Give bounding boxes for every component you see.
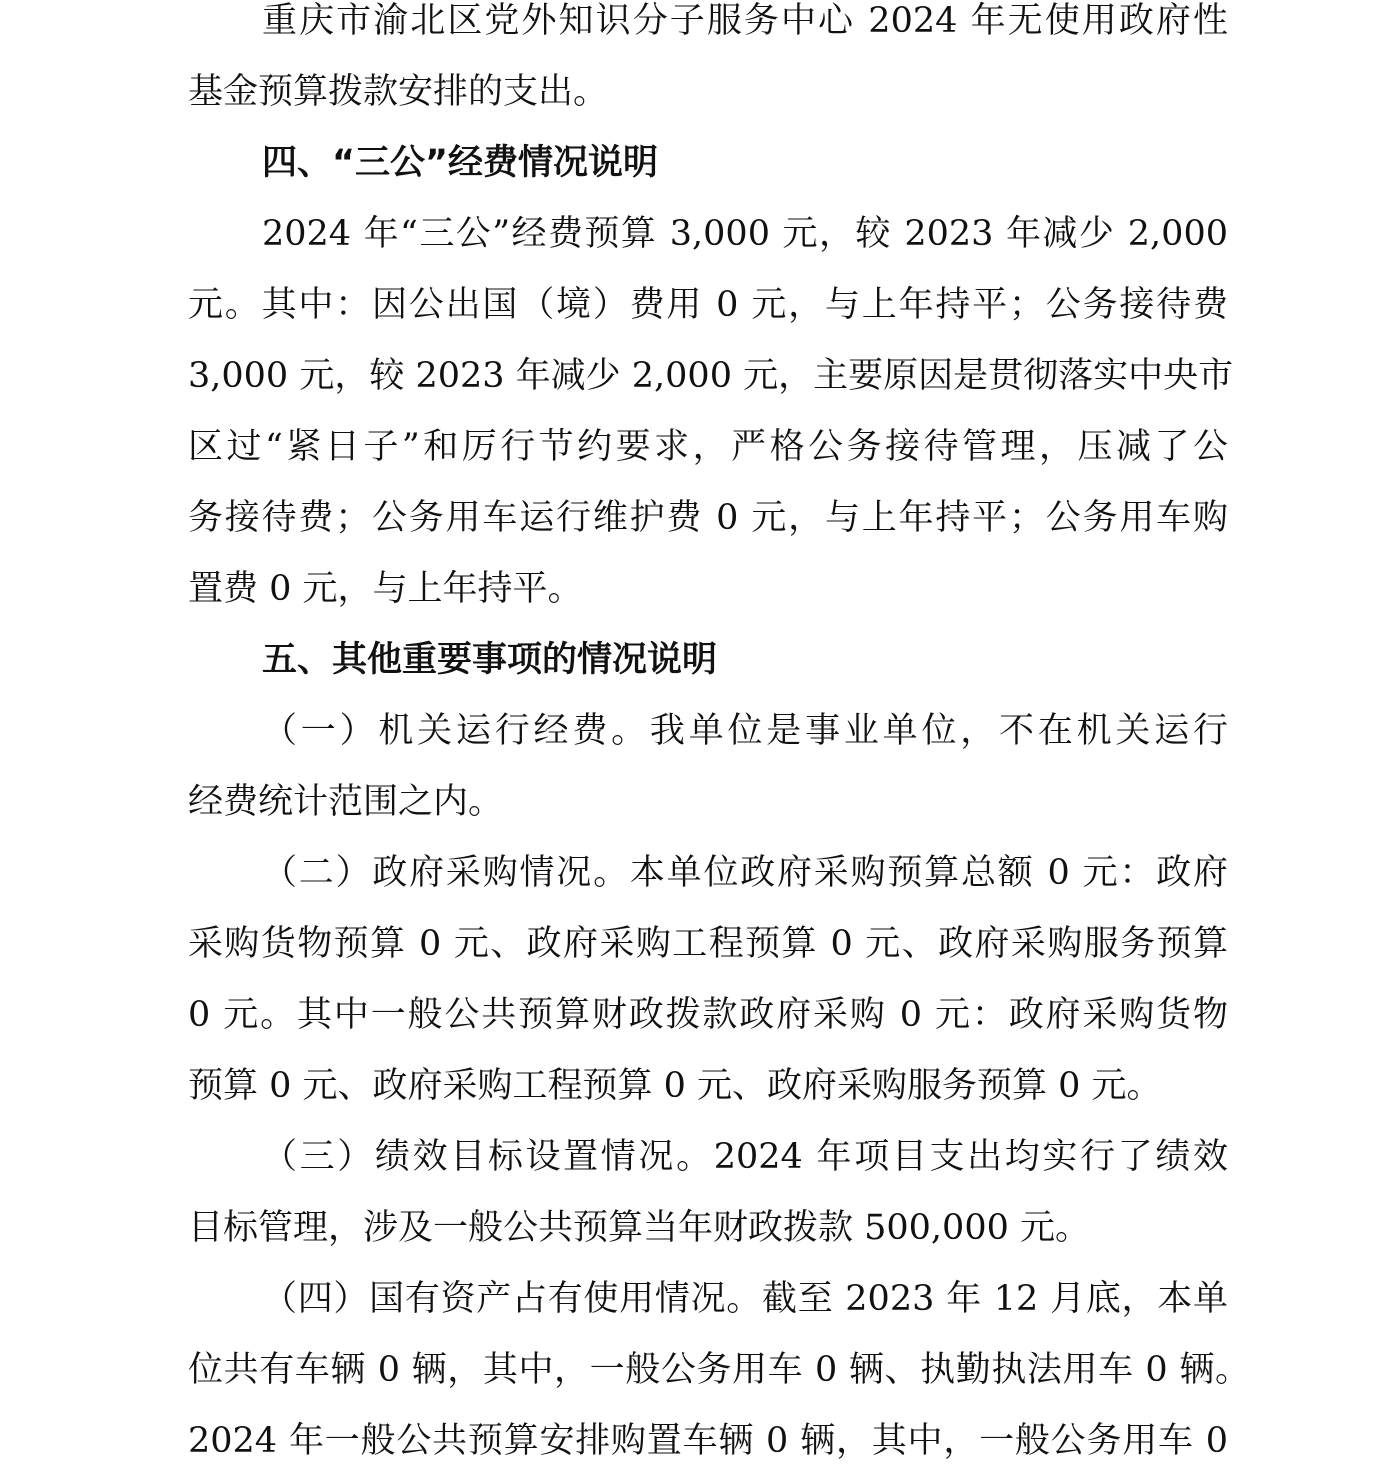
paragraph-line: 元。其中：因公出国（境）费用 0 元，与上年持平；公务接待费 [188, 285, 1228, 325]
paragraph-line: 采购货物预算 0 元、政府采购工程预算 0 元、政府采购服务预算 [188, 924, 1228, 964]
paragraph-line: 位共有车辆 0 辆，其中，一般公务用车 0 辆、执勤执法用车 0 辆。 [188, 1350, 1250, 1390]
paragraph-line: （四）国有资产占有使用情况。截至 2023 年 12 月底，本单 [262, 1279, 1228, 1319]
paragraph-line: 2024 年“三公”经费预算 3,000 元，较 2023 年减少 2,000 [262, 214, 1228, 254]
paragraph-line: 预算 0 元、政府采购工程预算 0 元、政府采购服务预算 0 元。 [188, 1066, 1162, 1106]
paragraph-line: 务接待费；公务用车运行维护费 0 元，与上年持平；公务用车购 [188, 498, 1228, 538]
paragraph-line: 3,000 元，较 2023 年减少 2,000 元，主要原因是贯彻落实中央市 [188, 356, 1234, 396]
paragraph-line: 2024 年一般公共预算安排购置车辆 0 辆，其中，一般公务用车 0 [188, 1421, 1228, 1461]
paragraph-line: 重庆市渝北区党外知识分子服务中心 2024 年无使用政府性 [262, 1, 1228, 41]
paragraph-line: 置费 0 元，与上年持平。 [188, 569, 583, 609]
section-heading-five: 五、其他重要事项的情况说明 [262, 640, 718, 680]
section-heading-four: 四、“三公”经费情况说明 [262, 143, 659, 183]
paragraph-line: 目标管理，涉及一般公共预算当年财政拨款 500,000 元。 [188, 1208, 1090, 1248]
paragraph-line: （二）政府采购情况。本单位政府采购预算总额 0 元：政府 [262, 853, 1228, 893]
paragraph-line: （一）机关运行经费。我单位是事业单位，不在机关运行 [262, 711, 1228, 751]
paragraph-line: 经费统计范围之内。 [188, 782, 504, 822]
paragraph-line: 基金预算拨款安排的支出。 [188, 72, 609, 112]
paragraph-line: 区过“紧日子”和厉行节约要求，严格公务接待管理，压减了公 [188, 427, 1228, 467]
document-page [188, 0, 1250, 1477]
paragraph-line: （三）绩效目标设置情况。2024 年项目支出均实行了绩效 [262, 1137, 1228, 1177]
paragraph-line: 0 元。其中一般公共预算财政拨款政府采购 0 元：政府采购货物 [188, 995, 1228, 1035]
